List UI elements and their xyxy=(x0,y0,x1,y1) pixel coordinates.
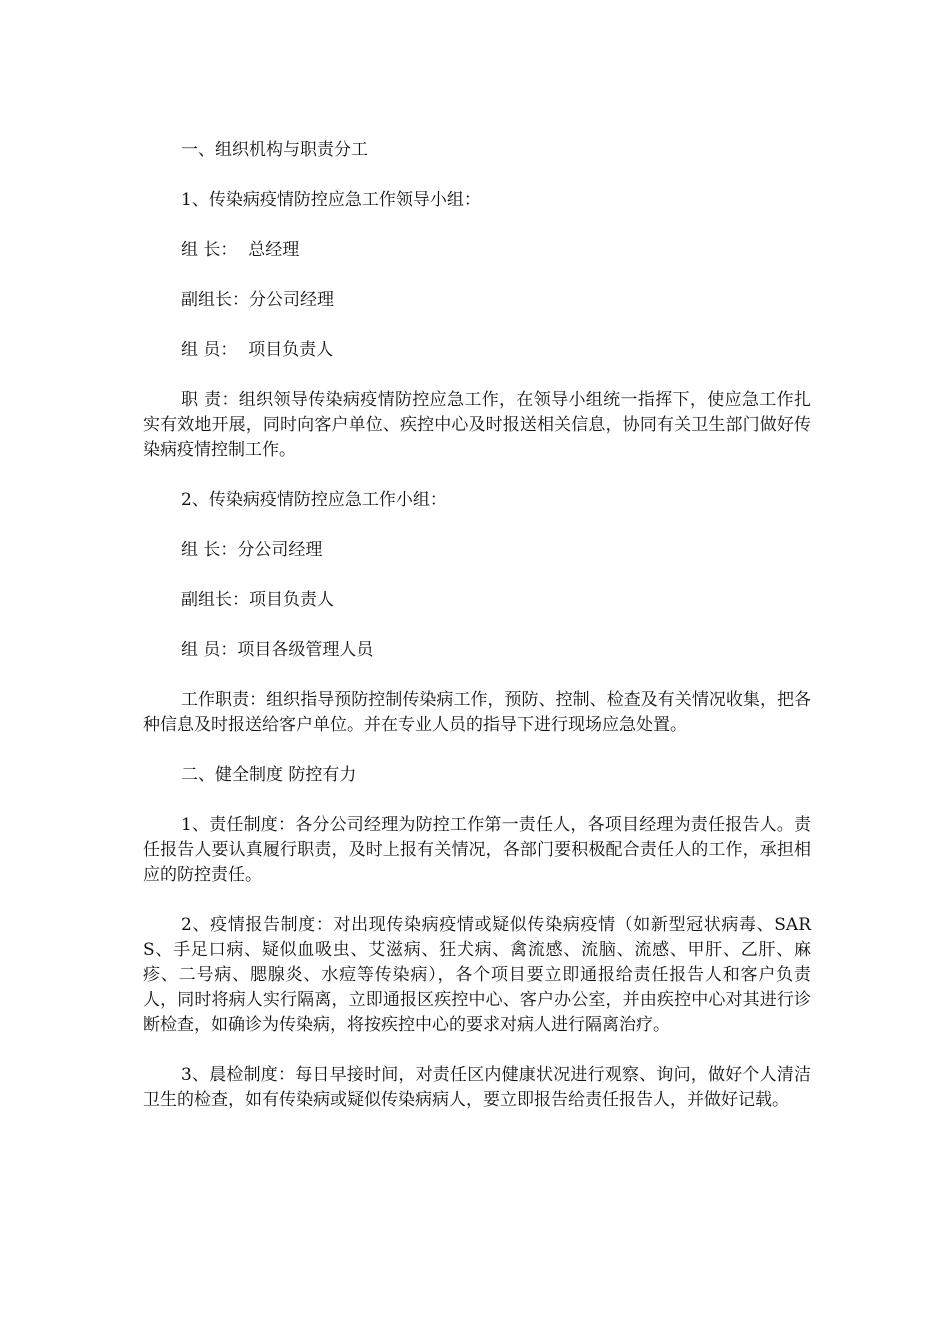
subheading-working-group: 2、传染病疫情防控应急工作小组： xyxy=(181,490,447,510)
section-heading-systems: 二、健全制度 防控有力 xyxy=(181,765,357,785)
leadership-leader: 组 长： 总经理 xyxy=(181,240,300,260)
working-members: 组 员：项目各级管理人员 xyxy=(181,640,374,660)
epidemic-report-system: 2、疫情报告制度：对出现传染病疫情或疑似传染病疫情（如新型冠状病毒、SARS、手足口病、疑似血吸虫、艾滋病、狂犬病、禽流感、流脑、流感、甲肝、乙肝、麻疹、二号病、腮腺炎、水痘等传染病），各个项目要立即通报给责任报告人和客户负责人，同时将病人实行隔离，立即通报区疾控中心、客户办公室，并由疾控中心对其进行诊断检查，如确诊为传染病，将按疾控中心的要求对病人进行隔离治疗。 xyxy=(143,915,811,1035)
section-heading-organization: 一、组织机构与职责分工 xyxy=(181,140,368,160)
working-duties: 工作职责：组织指导预防控制传染病工作，预防、控制、检查及有关情况收集，把各种信息及时报送给客户单位。并在专业人员的指导下进行现场应急处置。 xyxy=(143,690,811,735)
responsibility-system: 1、责任制度：各分公司经理为防控工作第一责任人，各项目经理为责任报告人。责任报告人要认真履行职责，及时上报有关情况，各部门要积极配合责任人的工作，承担相应的防控责任。 xyxy=(143,815,811,885)
working-deputy: 副组长：项目负责人 xyxy=(181,590,334,610)
leadership-duties: 职 责：组织领导传染病疫情防控应急工作，在领导小组统一指挥下，使应急工作扎实有效地开展，同时向客户单位、疾控中心及时报送相关信息，协同有关卫生部门做好传染病疫情控制工作。 xyxy=(143,390,811,460)
morning-check-system: 3、晨检制度：每日早接时间，对责任区内健康状况进行观察、询问，做好个人清洁卫生的检查，如有传染病或疑似传染病病人，要立即报告给责任报告人，并做好记载。 xyxy=(143,1065,811,1110)
subheading-leadership-group: 1、传染病疫情防控应急工作领导小组： xyxy=(181,190,481,210)
document-body xyxy=(143,138,811,1138)
leadership-members: 组 员： 项目负责人 xyxy=(181,340,334,360)
leadership-deputy: 副组长：分公司经理 xyxy=(181,290,334,310)
working-leader: 组 长：分公司经理 xyxy=(181,540,323,560)
